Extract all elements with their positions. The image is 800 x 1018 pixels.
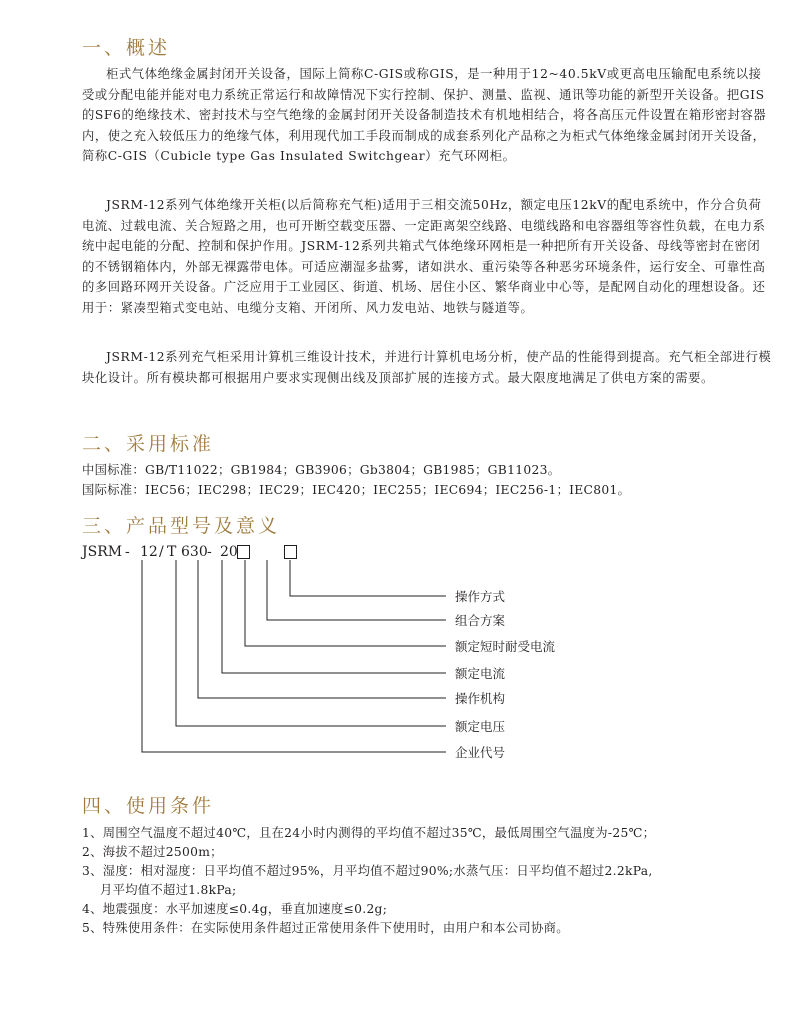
international-standards: 国际标准：IEC56；IEC298；IEC29；IEC420；IEC255；IEC694；IEC256-1；IEC801。: [82, 483, 631, 497]
label-rated-current: 额定电流: [455, 666, 506, 681]
section-title-conditions: 四、使用条件: [82, 795, 215, 817]
code-dash-1: -: [125, 544, 130, 560]
label-short-time-current: 额定短时耐受电流: [455, 639, 556, 654]
leader-rated-voltage: [176, 560, 446, 726]
label-rated-voltage: 额定电压: [455, 719, 506, 734]
section-title-standards: 二、采用标准: [82, 433, 215, 455]
overview-paragraph-1: 柜式气体绝缘金属封闭开关设备，国际上简称C-GIS或称GIS，是一种用于12~40.5kV或更高电压输配电系统以接受或分配电能并能对电力系统正常运行和故障情况下实行控制、保护、测量、监视、通讯等功能的新型开关设备。把GIS的SF6的绝缘技术、密封技术与空气绝缘的金属封闭开关设备制造技术有机地相结合，将各高压元件设置在箱形密封容器内，使之充入较低压力的绝缘气体，利用现代加工手段而制成的成套系列化产品称之为柜式气体绝缘金属封闭开关设备，简称C-GIS（Cubicle type Gas Insulated Switchgear）充气环网柜。: [82, 67, 767, 163]
code-dash-2: -: [207, 544, 212, 560]
leader-scheme: [267, 560, 446, 620]
label-mechanism: 操作机构: [455, 691, 506, 706]
code-short-time-current: 20: [220, 544, 238, 560]
condition-item: 2、海拔不超过2500m；: [82, 845, 223, 859]
label-operation-mode: 操作方式: [455, 589, 506, 604]
overview-paragraph-3: JSRM-12系列充气柜采用计算机三维设计技术，并进行计算机电场分析，使产品的性能得到提高。充气柜全部进行模块化设计。所有模块都可根据用户要求实现侧出线及顶部扩展的连接方式。最大限度地满足了供电方案的需要。: [82, 350, 772, 385]
code-voltage: 12: [140, 544, 158, 560]
section-title-model: 三、产品型号及意义: [82, 515, 281, 537]
leader-short-time-current: [245, 560, 446, 646]
label-enterprise-code: 企业代号: [455, 745, 506, 760]
chinese-standards: 中国标准：GB/T11022；GB1984；GB3906；Gb3804；GB1985；GB11023。: [82, 463, 561, 477]
code-current: 630: [181, 544, 208, 560]
condition-item: 5、特殊使用条件：在实际使用条件超过正常使用条件下使用时，由用户和本公司协商。: [82, 921, 569, 935]
condition-item: 1、周围空气温度不超过40℃，且在24小时内测得的平均值不超过35℃，最低周围空气温度为-25℃；: [82, 826, 656, 840]
code-mechanism: T: [167, 544, 177, 560]
section-title-overview: 一、概述: [82, 37, 171, 59]
condition-item-continued: 月平均值不超过1.8kPa;: [100, 883, 237, 897]
leader-mechanism: [198, 560, 446, 698]
label-scheme: 组合方案: [455, 613, 506, 628]
leader-enterprise-code: [142, 560, 446, 752]
leader-operation-mode: [290, 560, 446, 596]
code-enterprise: JSRM: [82, 544, 123, 560]
overview-paragraph-2: JSRM-12系列气体绝缘开关柜(以后简称充气柜)适用于三相交流50Hz，额定电压12kV的配电系统中，作分合负荷电流、过载电流、关合短路之用，也可开断空载变压器、一定距离架空线路、电缆线路和电容器组等容性负载，在电力系统中起电能的分配、控制和保护作用。JSRM-12系列共箱式气体绝缘环网柜是一种把所有开关设备、母线等密封在密闭的不锈钢箱体内，外部无裸露带电体。可适应潮湿多盐雾，诸如洪水、重污染等各种恶劣环境条件，运行安全、可靠性高的多回路环网开关设备。广泛应用于工业园区、街道、机场、居住小区、繁华商业中心等，是配网自动化的理想设备。还用于：紧凑型箱式变电站、电缆分支箱、开闭所、风力发电站、地铁与隧道等。: [82, 198, 766, 315]
condition-item: 3、湿度：相对湿度：日平均值不超过95%，月平均值不超过90%;水蒸气压：日平均值不超过2.2kPa,: [82, 864, 653, 878]
condition-item: 4、地震强度：水平加速度≤0.4g，垂直加速度≤0.2g;: [82, 902, 388, 916]
code-slash: /: [159, 544, 164, 560]
leader-rated-current: [222, 560, 446, 673]
